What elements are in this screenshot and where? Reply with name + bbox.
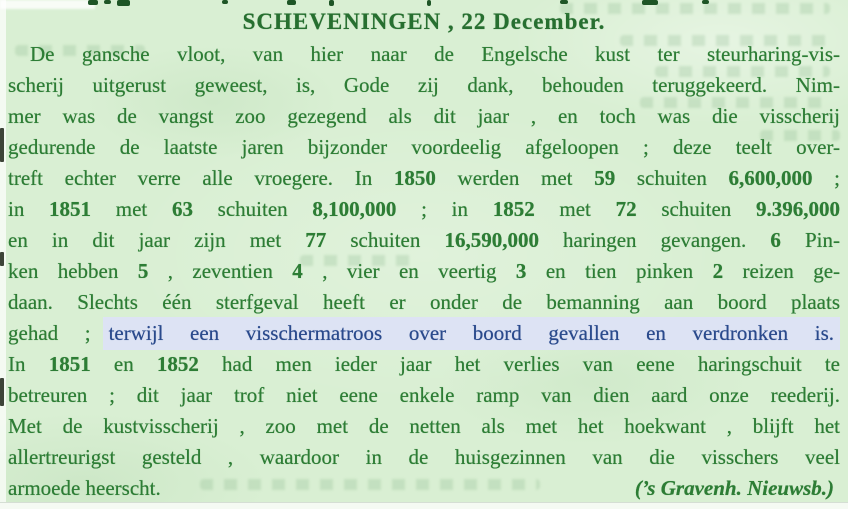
closing-text: armoede heerscht. — [8, 476, 161, 500]
cropped-glyph-fragment — [117, 0, 130, 6]
scan-edge-artifact — [0, 252, 4, 266]
cropped-glyph-fragment — [104, 0, 111, 4]
text-line: De gansche vloot, van hier naar de Engelsche kust ter steurharing-vis- — [30, 42, 840, 66]
text-line: en in dit jaar zijn met 77 schuiten 16,590,000 haringen gevangen. 6 Pin- — [8, 228, 840, 252]
source-citation: (’s Gravenh. Nieuwsb.) — [634, 476, 834, 500]
text-line: betreuren ; dit jaar trof niet eene enkele ramp van dien aard onze reederij. — [8, 383, 840, 407]
article-body — [8, 39, 840, 504]
text-line: daan. Slechts één sterfgeval heeft er onder de bemanning aan boord plaats — [8, 290, 840, 314]
text-line: treft echter verre alle vroegere. In 1850 werden met 59 schuiten 6,600,000 ; — [8, 166, 840, 190]
cropped-glyph-fragment — [222, 0, 228, 4]
bleedthrough-ghost — [560, 3, 830, 14]
scan-edge-artifact — [0, 378, 4, 406]
cropped-glyph-fragment — [88, 0, 98, 5]
text-line: ken hebben 5 , zeventien 4 , vier en veertig 3 en tien pinken 2 reizen ge- — [8, 259, 841, 283]
scan-edge-artifact — [0, 0, 95, 9]
text-line: scherij uitgerust geweest, is, Gode zij dank, behouden teruggekeerd. Nim- — [8, 73, 840, 97]
text-line: allertreurigst gesteld , waardoor in de huisgezinnen van die visschers veel — [8, 445, 840, 469]
highlighted-text: terwijl een visschermatroos over boord gevallen en verdronken is. — [103, 317, 840, 350]
scan-edge-artifact — [0, 502, 848, 509]
text-line: gedurende de laatste jaren bijzonder voordeelig afgeloopen ; deze teelt over- — [8, 135, 840, 159]
text-line-highlighted — [8, 318, 840, 349]
cropped-glyph-fragment — [702, 0, 709, 4]
text-before-highlight: gehad ; — [8, 321, 91, 345]
text-line: Met de kustvisscherij , zoo met de netten als met het hoekwant , blijft het — [8, 414, 840, 438]
cropped-glyph-fragment — [329, 0, 334, 6]
cropped-glyph-fragment — [427, 0, 431, 6]
text-line: In 1851 en 1852 had men ieder jaar het verlies van eene haringschuit te — [8, 352, 840, 376]
cropped-glyph-fragment — [560, 0, 568, 4]
cropped-glyph-fragment — [642, 0, 658, 5]
article-heading: SCHEVENINGEN , 22 December. — [242, 9, 606, 34]
text-line: in 1851 met 63 schuiten 8,100,000 ; in 1852 met 72 schuiten 9.396,000 — [8, 197, 841, 221]
cropped-glyph-fragment — [287, 0, 296, 5]
scan-edge-artifact — [0, 128, 4, 162]
closing-line — [8, 473, 840, 504]
text-line: mer was de vangst zoo gezegend als dit jaar , en toch was die visscherij — [8, 104, 840, 128]
